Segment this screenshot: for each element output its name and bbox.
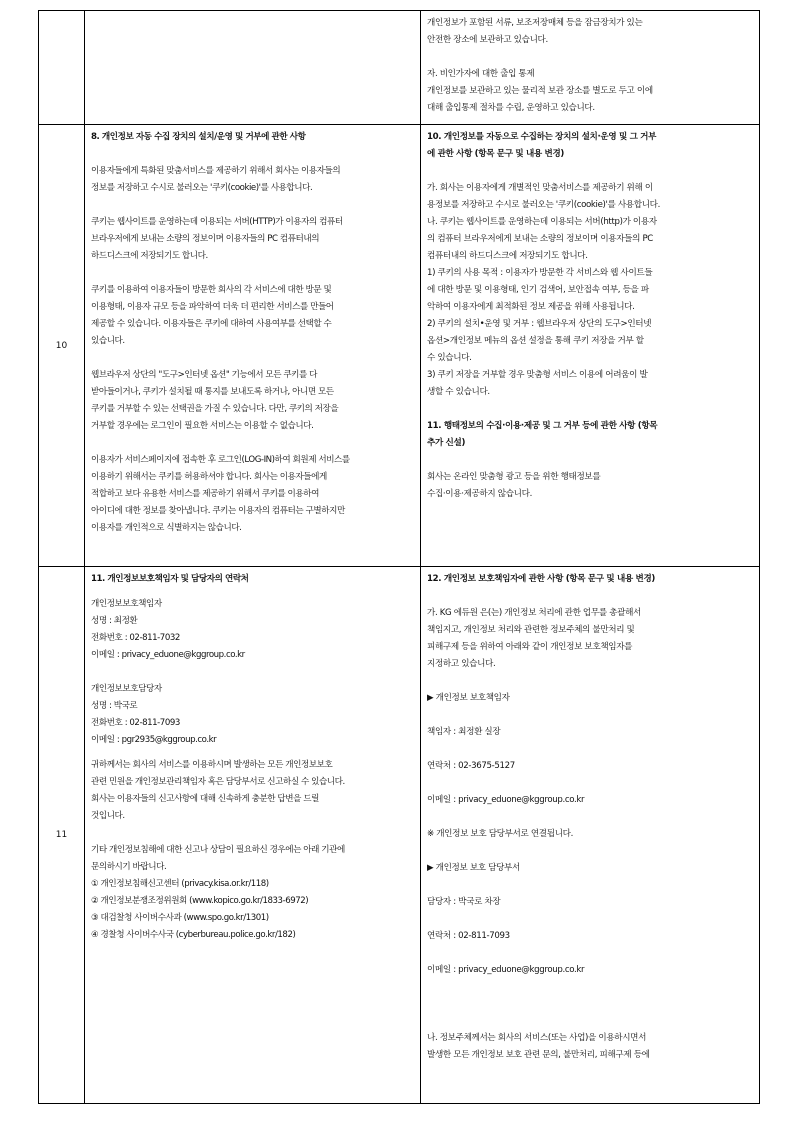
text-line: 있습니다. (91, 336, 125, 346)
text-line (427, 911, 753, 928)
text-line: 웹브라우저 상단의 "도구>인터넷 옵션" 기능에서 모든 쿠키를 다 (91, 370, 318, 380)
text-line: 쿠키를 이용하여 이용자들이 방문한 회사의 각 서비스에 대한 방문 및 (91, 285, 332, 295)
text-line (427, 673, 753, 690)
text-line: 악하여 이용자에게 최적화된 정보 제공을 위해 사용됩니다. (427, 302, 635, 312)
old-content-cell (85, 567, 421, 1104)
text-line: 전화번호 : 02-811-7032 (91, 633, 180, 643)
text-line: 옵션>개인정보 메뉴의 옵션 설정을 통해 쿠키 저장을 거부 할 (427, 336, 644, 346)
row-number: 10 (39, 125, 85, 567)
table-row (39, 11, 760, 125)
section-title: 11. 행태정보의 수집·이용·제공 및 그 거부 등에 관한 사항 (항목 (427, 421, 658, 431)
text-line: 나. 정보주체께서는 회사의 서비스(또는 사업)을 이용하시면서 (427, 1033, 647, 1043)
text-line: 전화번호 : 02-811-7093 (91, 718, 180, 728)
table-row (39, 125, 760, 567)
text-line: 정보를 저장하고 수시로 불러오는 '쿠키(cookie)'를 사용합니다. (91, 183, 313, 193)
text-line (427, 49, 753, 66)
text-line: 이메일 : privacy_eduone@kggroup.co.kr (427, 965, 585, 975)
text-line: 이메일 : privacy_eduone@kggroup.co.kr (427, 795, 585, 805)
text-line: 거부할 경우에는 로그인이 필요한 서비스는 이용할 수 없습니다. (91, 421, 314, 431)
text-line (427, 741, 753, 758)
text-line (91, 197, 414, 214)
text-line: ③ 대검찰청 사이버수사과 (www.spo.go.kr/1301) (91, 913, 269, 923)
text-line (91, 825, 414, 842)
text-line: 안전한 장소에 보관하고 있습니다. (427, 35, 548, 45)
text-line: 회사는 이용자들의 신고사항에 대해 신속하게 충분한 답변을 드릴 (91, 794, 319, 804)
text-line (427, 1013, 753, 1030)
text-line (427, 979, 753, 996)
row-number: 11 (39, 567, 85, 1104)
table-row (39, 567, 760, 1104)
text-line (427, 877, 753, 894)
text-line: 쿠키를 거부할 수 있는 선택권을 가질 수 있습니다. 다만, 쿠키의 저장을 (91, 404, 339, 414)
text-line: 이메일 : privacy_eduone@kggroup.co.kr (91, 650, 245, 660)
text-line: 이용자들에게 특화된 맞춤서비스를 제공하기 위해서 회사는 이용자들의 (91, 166, 341, 176)
text-line: 개인정보가 포함된 서류, 보조저장매체 등을 잠금장치가 있는 (427, 18, 643, 28)
text-line: 2) 쿠키의 설치•운영 및 거부 : 웹브라우저 상단의 도구>인터넷 (427, 319, 652, 329)
text-line: ※ 개인정보 보호 담당부서로 연결됩니다. (427, 829, 573, 839)
text-line: ① 개인정보침해신고센터 (privacy.kisa.or.kr/118) (91, 879, 269, 889)
text-line: 이메일 : pgr2935@kggroup.co.kr (91, 735, 217, 745)
text-line: ② 개인정보분쟁조정위원회 (www.kopico.go.kr/1833-6972) (91, 896, 309, 906)
text-line: 1) 쿠키의 사용 목적 : 이용자가 방문한 각 서비스와 웹 사이트들 (427, 268, 653, 278)
text-line: 연락처 : 02-811-7093 (427, 931, 510, 941)
text-line: 에 대한 방문 및 이용형태, 인기 검색어, 보안접속 여부, 등을 파 (427, 285, 649, 295)
text-line: 컴퓨터내의 하드디스크에 저장되기도 합니다. (427, 251, 588, 261)
text-line: 개인정보보호책임자 (91, 599, 162, 609)
text-line: 책임자 : 최정환 실장 (427, 727, 501, 737)
text-line: 기타 개인정보침해에 대한 신고나 상담이 필요하신 경우에는 아래 기관에 (91, 845, 345, 855)
text-line: 피해구제 등을 위하여 아래와 같이 개인정보 보호책임자를 (427, 642, 633, 652)
text-line: 이용자가 서비스페이지에 접속한 후 로그인(LOG-IN)하여 회원제 서비스를 (91, 455, 350, 465)
new-content-cell (421, 11, 760, 125)
old-content-cell (85, 11, 421, 125)
text-line: 성명 : 최정환 (91, 616, 138, 626)
text-line: ④ 경찰청 사이버수사국 (cyberbureau.police.go.kr/182) (91, 930, 296, 940)
text-line: 발생한 모든 개인정보 보호 관련 문의, 불만처리, 피해구제 등에 (427, 1050, 650, 1060)
text-line: 가. 회사는 이용자에게 개별적인 맞춤서비스를 제공하기 위해 이 (427, 183, 653, 193)
section-title: 8. 개인정보 자동 수집 장치의 설치/운영 및 거부에 관한 사항 (91, 132, 306, 142)
text-line (427, 588, 753, 605)
text-line: 대해 출입통제 절차를 수립, 운영하고 있습니다. (427, 103, 595, 113)
text-line: 연락처 : 02-3675-5127 (427, 761, 515, 771)
text-line: 이용자를 개인적으로 식별하지는 않습니다. (91, 523, 242, 533)
text-line: 아이디에 대한 정보를 찾아냅니다. 쿠키는 이용자의 컴퓨터는 구별하지만 (91, 506, 345, 516)
text-line (91, 350, 414, 367)
text-line (91, 435, 414, 452)
text-line: 용정보를 저장하고 수시로 불러오는 '쿠키(cookie)'를 사용합니다. (427, 200, 660, 210)
text-line (427, 775, 753, 792)
new-content-cell (421, 567, 760, 1104)
text-line (427, 945, 753, 962)
text-line: 가. KG 에듀원 은(는) 개인정보 처리에 관한 업무를 총괄해서 (427, 608, 641, 618)
text-line: 쿠키는 웹사이트를 운영하는데 이용되는 서버(HTTP)가 이용자의 컴퓨터 (91, 217, 343, 227)
text-line: 귀하께서는 회사의 서비스를 이용하시며 발생하는 모든 개인정보보호 (91, 760, 333, 770)
comparison-table (38, 10, 760, 1104)
text-line: 3) 쿠키 저장을 거부할 경우 맞춤형 서비스 이용에 어려움이 발 (427, 370, 648, 380)
text-line: 자. 비인가자에 대한 출입 통제 (427, 69, 535, 79)
text-line: 지정하고 있습니다. (427, 659, 496, 669)
text-line: 수 있습니다. (427, 353, 472, 363)
text-line: 개인정보보호담당자 (91, 684, 162, 694)
text-line (427, 707, 753, 724)
text-line: 생할 수 있습니다. (427, 387, 490, 397)
text-line: 이용형태, 이용자 규모 등을 파악하여 더욱 더 편리한 서비스를 만들어 (91, 302, 334, 312)
text-line: 것입니다. (91, 811, 125, 821)
section-title: 에 관한 사항 (항목 문구 및 내용 변경) (427, 149, 564, 159)
text-line: 하드디스크에 저장되기도 합니다. (91, 251, 208, 261)
text-line: 의 컴퓨터 브라우저에게 보내는 소량의 정보이며 이용자들의 PC (427, 234, 653, 244)
section-title: 11. 개인정보보호책임자 및 담당자의 연락처 (91, 574, 249, 584)
text-line: 책임지고, 개인정보 처리와 관련한 정보주체의 불만처리 및 (427, 625, 635, 635)
text-line: 받아들이거나, 쿠키가 설치될 때 통지를 보내도록 하거나, 아니면 모든 (91, 387, 334, 397)
section-title: 추가 신설) (427, 438, 466, 448)
text-line (427, 996, 753, 1013)
old-content-cell (85, 125, 421, 567)
text-line (427, 809, 753, 826)
text-line (91, 664, 414, 681)
text-line: ▶ 개인정보 보호 담당부서 (427, 863, 520, 873)
row-number (39, 11, 85, 125)
text-line: 문의하시기 바랍니다. (91, 862, 167, 872)
section-title: 12. 개인정보 보호책임자에 관한 사항 (항목 문구 및 내용 변경) (427, 574, 655, 584)
text-line: 이용하기 위해서는 쿠키를 허용하셔야 합니다. 회사는 이용자들에게 (91, 472, 327, 482)
text-line: 담당자 : 박국로 차장 (427, 897, 501, 907)
text-line: 개인정보를 보관하고 있는 물리적 보관 장소를 별도로 두고 이에 (427, 86, 653, 96)
text-line: 관련 민원을 개인정보관리책임자 혹은 담당부서로 신고하실 수 있습니다. (91, 777, 345, 787)
text-line (427, 843, 753, 860)
text-line: 브라우저에게 보내는 소량의 정보이며 이용자들의 PC 컴퓨터내의 (91, 234, 320, 244)
text-line: 나. 쿠키는 웹사이트를 운영하는데 이용되는 서버(http)가 이용자 (427, 217, 657, 227)
text-line (91, 265, 414, 282)
text-line: ▶ 개인정보 보호책임자 (427, 693, 510, 703)
text-line: 수집·이용·제공하지 않습니다. (427, 489, 532, 499)
text-line: 적합하고 보다 유용한 서비스를 제공하기 위해서 쿠키를 이용하여 (91, 489, 319, 499)
section-title: 10. 개인정보를 자동으로 수집하는 장치의 설치·운영 및 그 거부 (427, 132, 657, 142)
text-line: 성명 : 박국로 (91, 701, 138, 711)
text-line: 제공할 수 있습니다. 이용자들은 쿠키에 대하여 사용여부를 선택할 수 (91, 319, 332, 329)
new-content-cell (421, 125, 760, 567)
text-line: 회사는 온라인 맞춤형 광고 등을 위한 행태정보를 (427, 472, 601, 482)
